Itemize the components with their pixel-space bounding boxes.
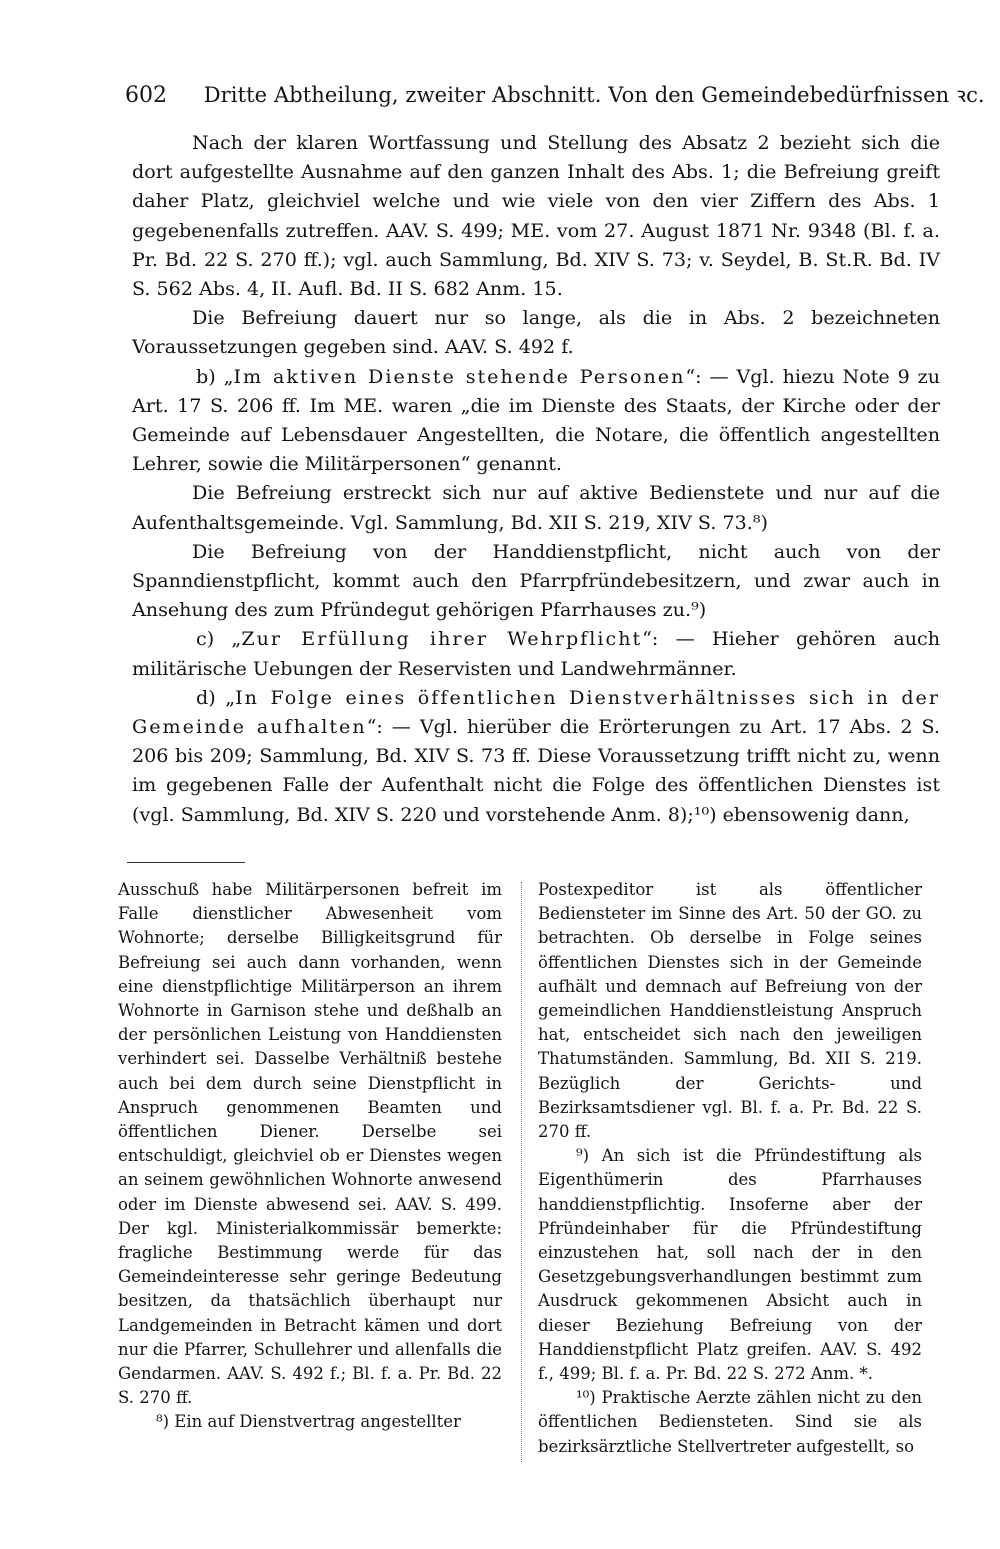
page-number: 602 bbox=[125, 83, 167, 108]
paragraph-text: “: — Vgl. hiezu Note 9 zu Art. 17 S. 206 ff. Im ME. waren „die im Dienste des Staats, der Kirche oder der Gemeinde auf Lebensdauer Angestellten, die Notare, die öffentlich angestellten Lehrer, sowie die Militärpersonen“ genannt. bbox=[132, 364, 940, 476]
item-label: d) „ bbox=[196, 685, 236, 709]
running-title: Dritte Abtheilung, zweiter Abschnitt. Von den Gemeindebedürfnissen ꝛc. bbox=[203, 83, 985, 107]
paragraph-text: “: — Hieher gehören auch militärische Uebungen der Reservisten und Landwehrmänner. bbox=[132, 627, 941, 680]
footnote-column-right bbox=[538, 878, 922, 1459]
main-text bbox=[132, 128, 940, 829]
paragraph-b bbox=[132, 362, 940, 479]
paragraph: Die Befreiung von der Handdienstpflicht, nicht auch von der Spanndienstpflicht, kommt auch den Pfarrpfründebesitzern, und zwar auch in Ansehung des zum Pfründegut gehörigen Pfarrhauses zu.⁹) bbox=[132, 539, 940, 622]
column-separator bbox=[521, 882, 522, 1462]
item-label: c) „ bbox=[196, 627, 242, 651]
spaced-term: Zur Erfüllung ihrer Wehrpflicht bbox=[241, 627, 643, 651]
paragraph-text: “: — Vgl. hierüber die Erörterungen zu Art. 17 Abs. 2 S. 206 bis 209; Sammlung, Bd. XIV S. 73 ff. Diese Voraussetzung trifft nicht zu, wenn im gegebenen Falle der Aufenthalt nicht die Folge des öffentlichen Dienstes ist (vgl. Sammlung, Bd. XIV S. 220 und vorstehende Anm. 8);¹⁰) ebensowenig dann, bbox=[132, 715, 940, 826]
paragraph: Die Befreiung erstreckt sich nur auf aktive Bedienstete und nur auf die Aufenthaltsgemeinde. Vgl. Sammlung, Bd. XII S. 219, XIV S. 73.⁸) bbox=[132, 481, 940, 534]
page-header bbox=[125, 78, 985, 112]
spaced-term: In Folge eines öffentlichen Dienstverhältnisses sich in der Gemeinde aufhalten bbox=[132, 685, 940, 739]
paragraph-c bbox=[132, 624, 940, 682]
footnote-8: ⁸) Ein auf Dienstvertrag angestellter bbox=[156, 1412, 461, 1432]
paragraph: Nach der klaren Wortfassung und Stellung des Absatz 2 bezieht sich die dort aufgestellte Ausnahme auf den ganzen Inhalt des Abs. 1; die Befreiung greift daher Platz, gleichviel welche und wie viele von den vier Ziffern des Abs. 1 gegebenenfalls zutreffen. AAV. S. 499; ME. vom 27. August 1871 Nr. 9348 (Bl. f. a. Pr. Bd. 22 S. 270 ff.); vgl. auch Sammlung, Bd. XIV S. 73; v. Seydel, B. St.R. Bd. IV S. 562 Abs. 4, II. Aufl. Bd. II S. 682 Anm. 15. bbox=[132, 131, 940, 301]
footnote-8-continuation: Postexpeditor ist als öffentlicher Bediensteter im Sinne des Art. 50 der GO. zu betrachten. Ob derselbe in Folge seines öffentlichen Dienstes sich in der Gemeinde aufhält und demnach auf Befreiung von der gemeindlichen Handdienstleistung Anspruch hat, entscheidet sich nach den jeweiligen Thatumständen. Sammlung, Bd. XII S. 219. Bezüglich der Gerichts- und Bezirksamtsdiener vgl. Bl. f. a. Pr. Bd. 22 S. 270 ff. bbox=[538, 880, 922, 1142]
paragraph: Die Befreiung dauert nur so lange, als die in Abs. 2 bezeichneten Voraussetzungen gegeben sind. AAV. S. 492 f. bbox=[132, 306, 940, 359]
footnote-continuation: Ausschuß habe Militärpersonen befreit im Falle dienstlicher Abwesenheit vom Wohnorte; derselbe Billigkeitsgrund für Befreiung sei auch dann vorhanden, wenn eine dienstpflichtige Militärperson an ihrem Wohnorte in Garnison stehe und deßhalb an der persönlichen Leistung von Handdiensten verhindert sei. Dasselbe Verhältniß bestehe auch bei dem durch seine Dienstpflicht in Anspruch genommenen Beamten und öffentlichen Diener. Derselbe sei entschuldigt, gleichviel ob er Dienstes wegen an seinem gewöhnlichen Wohnorte anwesend oder im Dienste abwesend sei. AAV. S. 499. Der kgl. Ministerialkommissär bemerkte: fragliche Bestimmung werde für das Gemeindeinteresse sehr geringe Bedeutung besitzen, da thatsächlich überhaupt nur Landgemeinden in Betracht kämen und dort nur die Pfarrer, Schullehrer und allenfalls die Gendarmen. AAV. S. 492 f.; Bl. f. a. Pr. Bd. 22 S. 270 ff. bbox=[118, 880, 502, 1408]
footnote-10: ¹⁰) Praktische Aerzte zählen nicht zu den öffentlichen Bediensteten. Sind sie als bezirksärztliche Stellvertreter aufgestellt, so bbox=[538, 1388, 922, 1456]
paragraph-d bbox=[132, 683, 940, 829]
footnote-column-left bbox=[118, 878, 502, 1435]
footnote-9: ⁹) An sich ist die Pfründestiftung als Eigenthümerin des Pfarrhauses handdienstpflichtig. Insoferne aber der Pfründeinhaber für die Pfründestiftung einzustehen hat, soll nach der in den Gesetzgebungsverhandlungen bestimmt zum Ausdruck gekommenen Absicht auch in dieser Beziehung Befreiung von der Handdienstpflicht Platz greifen. AAV. S. 492 f., 499; Bl. f. a. Pr. Bd. 22 S. 272 Anm. *. bbox=[538, 1146, 922, 1384]
footnote-divider bbox=[127, 862, 245, 863]
spaced-term: Im aktiven Dienste stehende Personen bbox=[233, 364, 686, 388]
item-label: b) „ bbox=[196, 364, 234, 388]
